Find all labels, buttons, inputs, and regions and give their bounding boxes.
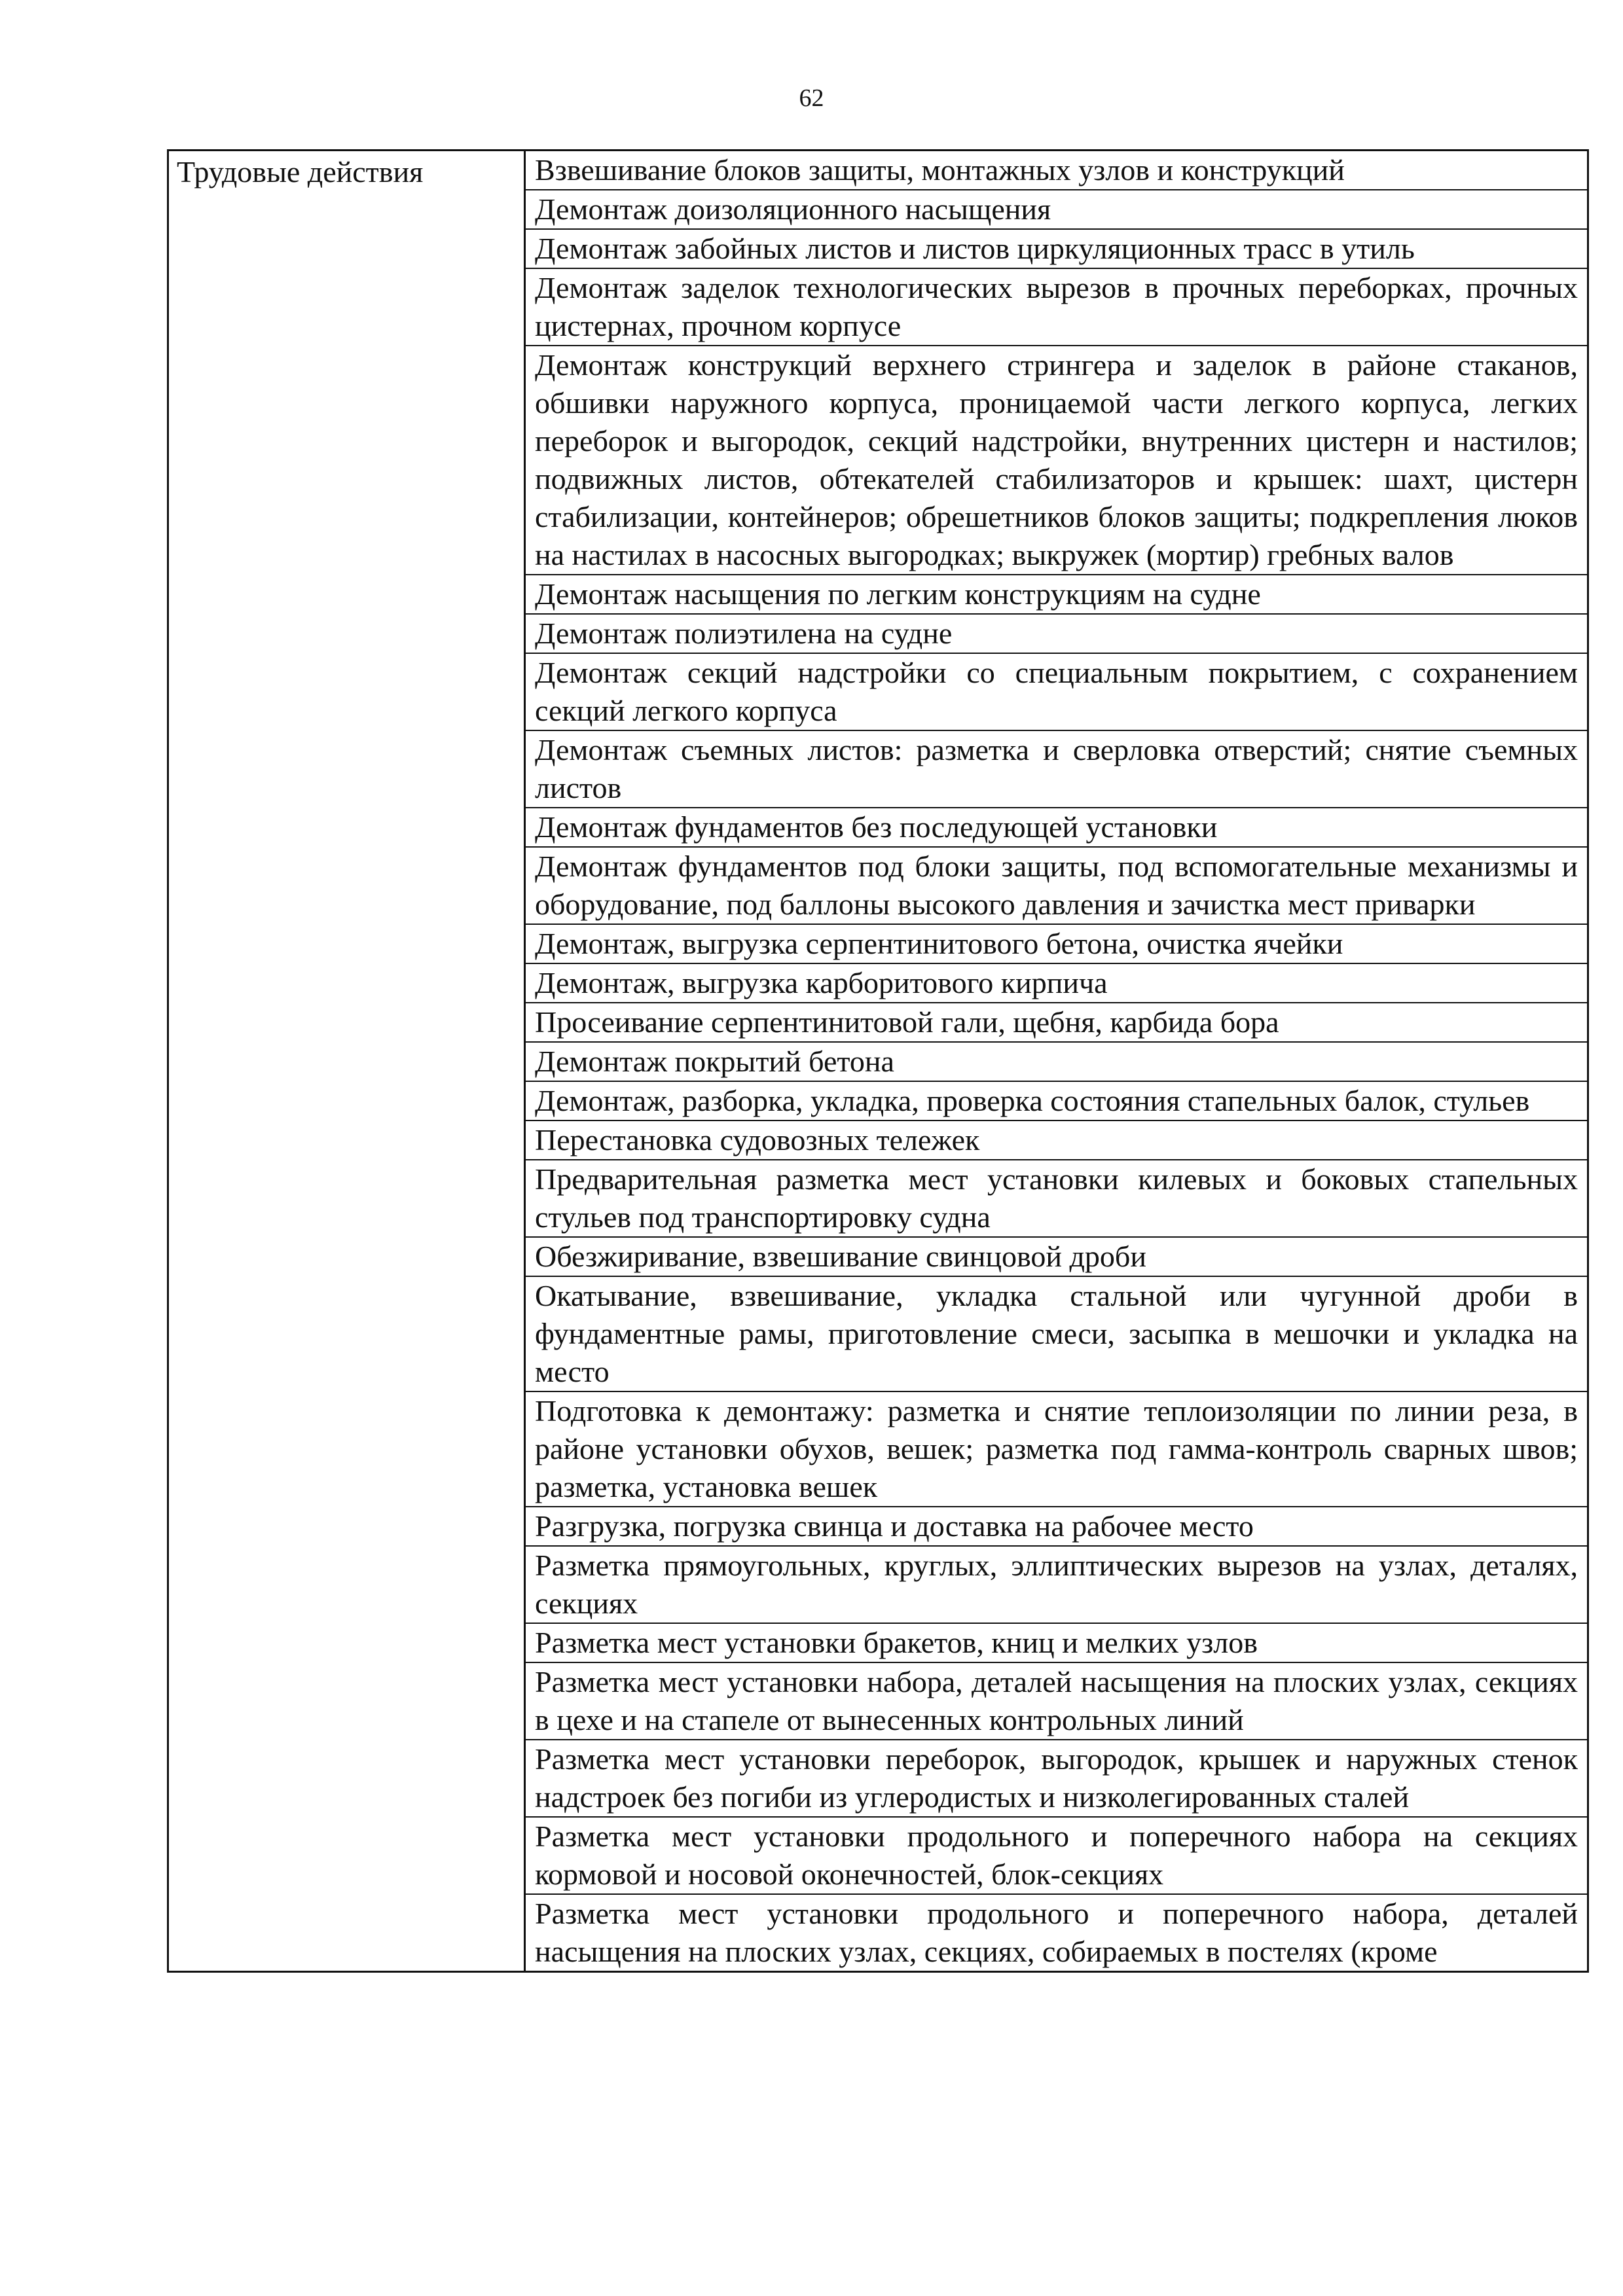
table-row: Демонтаж, выгрузка серпентинитового бетона, очистка ячейки [526, 924, 1587, 963]
table-row: Разметка мест установки переборок, выгородок, крышек и наружных стенок надстроек без погиби из углеродистых и низколегированных сталей [526, 1739, 1587, 1816]
table-row: Разметка прямоугольных, круглых, эллиптических вырезов на узлах, деталях, секциях [526, 1545, 1587, 1623]
table-row: Предварительная разметка мест установки килевых и боковых стапельных стульев под транспортировку судна [526, 1159, 1587, 1236]
table-row: Демонтаж секций надстройки со специальным покрытием, с сохранением секций легкого корпуса [526, 653, 1587, 730]
actions-column [526, 151, 1587, 1971]
table-row: Демонтаж насыщения по легким конструкциям на судне [526, 574, 1587, 613]
table-row: Окатывание, взвешивание, укладка стальной или чугунной дроби в фундаментные рамы, приготовление смеси, засыпка в мешочки и укладка на место [526, 1276, 1587, 1391]
table-row: Взвешивание блоков защиты, монтажных узлов и конструкций [535, 153, 1345, 187]
table-row: Демонтаж съемных листов: разметка и сверловка отверстий; снятие съемных листов [526, 730, 1587, 807]
table-row: Демонтаж, разборка, укладка, проверка состояния стапельных балок, стульев [526, 1081, 1587, 1120]
table-row: Демонтаж полиэтилена на судне [526, 613, 1587, 653]
table-row: Демонтаж заделок технологических вырезов в прочных переборках, прочных цистернах, прочном корпусе [526, 268, 1587, 345]
table-row: Разгрузка, погрузка свинца и доставка на рабочее место [526, 1506, 1587, 1545]
table-row: Перестановка судовозных тележек [526, 1120, 1587, 1159]
page-number: 62 [799, 84, 824, 112]
table-row: Разметка мест установки набора, деталей насыщения на плоских узлах, секциях в цехе и на стапеле от вынесенных контрольных линий [526, 1662, 1587, 1739]
labor-actions-table [167, 149, 1589, 1973]
table-label-cell: Трудовые действия [169, 151, 526, 1971]
table-row: Демонтаж покрытий бетона [526, 1041, 1587, 1081]
table-row: Разметка мест установки продольного и поперечного набора на секциях кормовой и носовой оконечностей, блок-секциях [526, 1816, 1587, 1893]
table-row: Демонтаж конструкций верхнего стрингера и заделок в районе стаканов, обшивки наружного корпуса, проницаемой части легкого корпуса, легких переборок и выгородок, секций надстройки, внутренних цистерн и настилов; подвижных листов, обтекателей стабилизаторов и крышек: шахт, цистерн стабилизации, контейнеров; обрешетников блоков защиты; подкрепления люков на настилах в насосных выгородках; выкружек (мортир) гребных валов [526, 345, 1587, 574]
table-row: Демонтаж фундаментов без последующей установки [526, 807, 1587, 846]
table-row: Демонтаж забойных листов и листов циркуляционных трасс в утиль [526, 228, 1587, 268]
table-row: Просеивание серпентинитовой гали, щебня, карбида бора [526, 1002, 1587, 1041]
table-row: Демонтаж фундаментов под блоки защиты, под вспомогательные механизмы и оборудование, под баллоны высокого давления и зачистка мест приварки [526, 846, 1587, 924]
table-row: Демонтаж доизоляционного насыщения [526, 189, 1587, 228]
table-row: Обезжиривание, взвешивание свинцовой дроби [526, 1236, 1587, 1276]
table-row: Разметка мест установки продольного и поперечного набора, деталей насыщения на плоских узлах, секциях, собираемых в постелях (кроме [526, 1893, 1587, 1971]
table-row: Демонтаж, выгрузка карборитового кирпича [526, 963, 1587, 1002]
table-row: Разметка мест установки бракетов, книц и мелких узлов [526, 1623, 1587, 1662]
table-row: Подготовка к демонтажу: разметка и снятие теплоизоляции по линии реза, в районе установки обухов, вешек; разметка под гамма-контроль сварных швов; разметка, установка вешек [526, 1391, 1587, 1506]
